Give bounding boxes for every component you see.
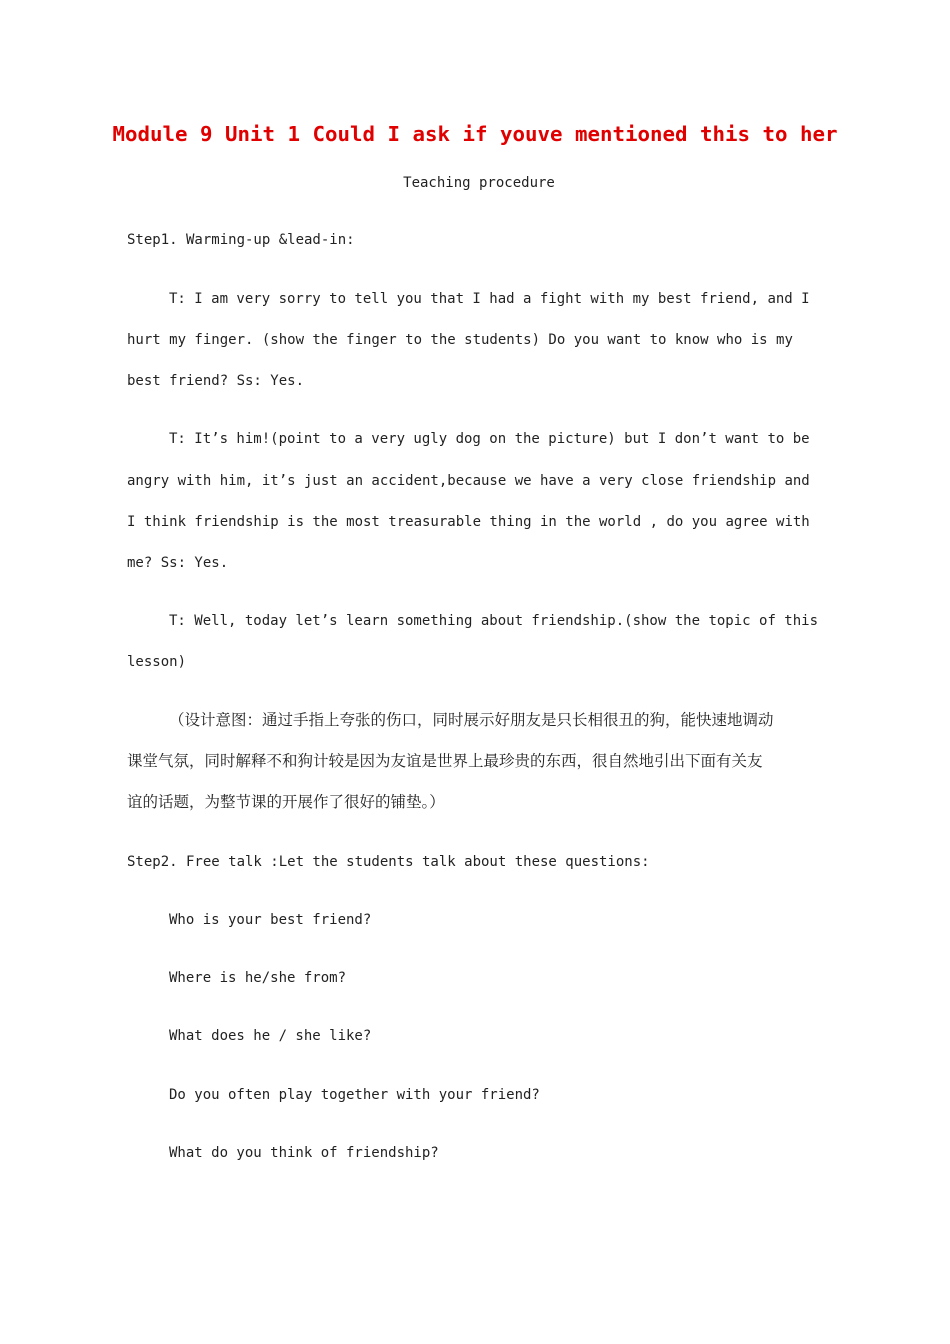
design-note-line: 课堂气氛，同时解释不和狗计较是因为友谊是世界上最珍贵的东西，很自然地引出下面有关友	[127, 752, 763, 770]
step1-paragraph1-line: best friend? Ss: Yes.	[127, 373, 305, 389]
step1-paragraph2-line: I think friendship is the most treasurable thing in the world , do you agree with	[127, 514, 810, 530]
document-subtitle: Teaching procedure	[403, 175, 555, 191]
question-item: Do you often play together with your friend?	[169, 1087, 540, 1103]
design-note-line: （设计意图：通过手指上夸张的伤口，同时展示好朋友是只长相很丑的狗，能快速地调动	[169, 711, 774, 729]
step1-paragraph2-line: me? Ss: Yes.	[127, 555, 229, 571]
question-item: Where is he/she from?	[169, 970, 347, 986]
design-note-line: 谊的话题，为整节课的开展作了很好的铺垫。）	[127, 793, 445, 811]
step1-paragraph1-line: hurt my finger. (show the finger to the students) Do you want to know who is my	[127, 332, 793, 348]
document-title: Module 9 Unit 1 Could I ask if youve mentioned this to her	[112, 122, 838, 146]
question-item: What do you think of friendship?	[169, 1145, 439, 1161]
step1-paragraph1-line: T: I am very sorry to tell you that I had a fight with my best friend, and I	[169, 291, 810, 307]
question-item: What does he / she like?	[169, 1028, 372, 1044]
step1-paragraph3-line: lesson)	[127, 654, 187, 670]
step1-paragraph2-line: angry with him, it’s just an accident,because we have a very close friendship and	[127, 473, 810, 489]
question-item: Who is your best friend?	[169, 912, 372, 928]
step1-paragraph2-line: T: It’s him!(point to a very ugly dog on the picture) but I don’t want to be	[169, 431, 810, 447]
step1-heading: Step1. Warming-up &lead-in:	[127, 232, 355, 248]
step1-paragraph3-line: T: Well, today let’s learn something about friendship.(show the topic of this	[169, 613, 819, 629]
step2-heading: Step2. Free talk :Let the students talk about these questions:	[127, 854, 650, 870]
